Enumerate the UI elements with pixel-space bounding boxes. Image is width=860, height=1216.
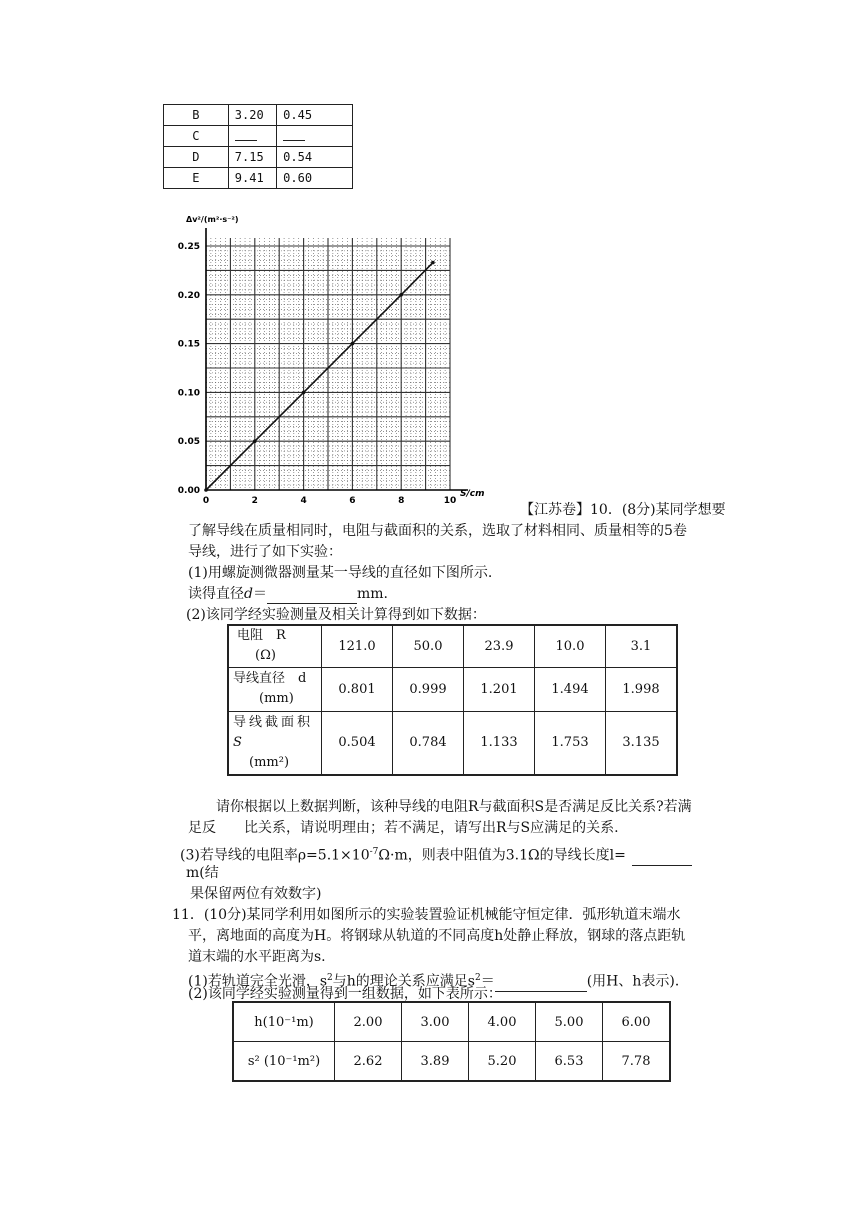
data-point (204, 488, 208, 492)
q11-line-3: 道末端的水平距离为s. (188, 949, 326, 965)
table-cell: 121.0 (322, 625, 393, 667)
q11-line-1: 11．(10分)某同学利用如图所示的实验装置验证机械能守恒定律．弧形轨道末端水 (172, 907, 681, 923)
velocity-distance-chart (170, 210, 500, 510)
table-cell: 0.801 (322, 667, 393, 711)
answer-blank (235, 128, 257, 141)
table-cell: 5.20 (469, 1042, 536, 1082)
table-cell: 1.998 (606, 667, 678, 711)
table-cell: 23.9 (464, 625, 535, 667)
q11-p1-text-d: (用H、h表示)． (586, 973, 689, 990)
q10-heading: 【江苏卷】10．(8分)某同学想要 (520, 502, 726, 518)
x-tick-label: 0 (202, 496, 210, 506)
q10-part-3-unit: m(结 (186, 865, 219, 881)
header-text: 电阻 R (237, 628, 286, 644)
data-point (399, 293, 403, 297)
table-cell: 0.504 (322, 711, 393, 775)
data-point (431, 261, 435, 265)
x-tick-label: 10 (443, 496, 457, 506)
row-header-s2: s² (10⁻¹m²) (233, 1042, 335, 1082)
data-point (253, 439, 257, 443)
height-distance-table (232, 1001, 671, 1082)
table-cell: 6.53 (536, 1042, 603, 1082)
table-cell: 50.0 (393, 625, 464, 667)
superscript-2: 2 (327, 973, 333, 983)
q10-part-1: (1)用螺旋测微器测量某一导线的直径如下图所示. (188, 565, 493, 581)
answer-blank (283, 128, 305, 141)
table-cell-blank (228, 126, 276, 147)
row-header-h: h(10⁻¹m) (233, 1002, 335, 1042)
exponent: -7 (369, 847, 379, 857)
x-tick-label: 2 (251, 496, 258, 506)
header-text: 导线截面积 (233, 714, 314, 730)
length-question: Ω·m，则表中阻值为3.1Ω的导线长度l= (378, 847, 626, 864)
header-unit: (mm²) (249, 754, 290, 770)
table-cell: 6.00 (603, 1002, 671, 1042)
row-header-resistance (228, 625, 322, 667)
table-cell: 0.784 (393, 711, 464, 775)
y-tick-label: 0.20 (177, 290, 200, 301)
table-cell: 3.135 (606, 711, 678, 775)
table-cell: 3.89 (402, 1042, 469, 1082)
var-d: d (244, 586, 253, 602)
table-cell: 0.999 (393, 667, 464, 711)
table-cell: B (164, 105, 229, 126)
table-cell: 10.0 (535, 625, 606, 667)
table-row (164, 168, 353, 189)
table-cell: 0.54 (277, 147, 353, 168)
row-header-area (228, 711, 322, 775)
table-row (164, 147, 353, 168)
data-point (351, 342, 355, 346)
q10-judge-line-1: 请你根据以上数据判断，该种导线的电阻R与截面积S是否满足反比关系?若满 (216, 799, 692, 815)
table-cell: 1.133 (464, 711, 535, 775)
row-header-diameter (228, 667, 322, 711)
table-row (228, 711, 677, 775)
y-tick-label: 0.05 (177, 437, 200, 448)
table-cell: C (164, 126, 229, 147)
table-cell: 7.78 (603, 1042, 671, 1082)
table-cell: 3.00 (402, 1002, 469, 1042)
table-cell: 0.60 (277, 168, 353, 189)
x-axis-label: S/cm (460, 489, 485, 499)
table-cell: 1.494 (535, 667, 606, 711)
q11-p1-text-a: (1)若轨道完全光滑，s (188, 973, 328, 990)
y-tick-label: 0.25 (177, 242, 200, 252)
q10-part-2: (2)该同学经实验测量及相关计算得到如下数据： (186, 607, 486, 623)
table-cell: 1.753 (535, 711, 606, 775)
header-unit: (mm) (259, 691, 294, 706)
table-row (233, 1042, 670, 1082)
data-table-top (163, 104, 353, 189)
y-tick-label: 0.00 (177, 486, 200, 496)
equals-sign: ＝ (480, 973, 495, 990)
q10-diameter-label: 读得直径 (188, 586, 244, 602)
y-axis-label: Δv²/(m²·s⁻²) (186, 215, 239, 224)
q10-judge-line-2: 足反 比关系，请说明理由；若不满足，请写出R与S应满足的关系. (188, 820, 619, 836)
header-text: 导线直径 d (233, 671, 307, 686)
relation-answer-blank (495, 975, 587, 992)
y-tick-label: 0.15 (177, 339, 200, 350)
y-tick-label: 0.10 (177, 388, 200, 399)
x-tick-label: 8 (398, 496, 405, 506)
resistivity-text: (3)若导线的电阻率ρ=5.1×10 (180, 847, 370, 864)
q10-part-1-answer (188, 584, 388, 604)
table-row (164, 126, 353, 147)
q11-line-2: 平，离地面的高度为H。将钢球从轨道的不同高度h处静止释放，钢球的落点距轨 (188, 928, 686, 944)
unit-mm: mm. (356, 586, 388, 602)
table-cell: 1.201 (464, 667, 535, 711)
table-cell: 2.00 (335, 1002, 402, 1042)
table-cell: E (164, 168, 229, 189)
equals-sign: ＝ (252, 586, 267, 602)
q10-line-1: 了解导线在质量相同时，电阻与截面积的关系，选取了材料相同、质量相等的5卷 (188, 523, 687, 539)
table-cell: 9.41 (228, 168, 276, 189)
table-cell: D (164, 147, 229, 168)
table-row (233, 1002, 670, 1042)
table-cell: 7.15 (228, 147, 276, 168)
header-var: S (233, 734, 242, 750)
table-cell: 0.45 (277, 105, 353, 126)
q10-part-3-note: 果保留两位有效数字) (190, 886, 322, 902)
table-row (164, 105, 353, 126)
table-cell: 3.20 (228, 105, 276, 126)
length-answer-blank (632, 849, 692, 866)
q10-part-3 (180, 842, 692, 866)
header-unit: (Ω) (255, 648, 276, 664)
q11-p1-text-b: 与h的理论关系应满足s (332, 973, 475, 990)
table-cell: 4.00 (469, 1002, 536, 1042)
table-cell: 5.00 (536, 1002, 603, 1042)
x-tick-label: 6 (349, 496, 356, 506)
x-tick-label: 4 (300, 496, 307, 506)
table-cell: 3.1 (606, 625, 678, 667)
data-point (302, 391, 306, 395)
table-row (228, 667, 677, 711)
q10-line-2: 导线，进行了如下实验： (188, 544, 342, 560)
superscript-2: 2 (474, 973, 481, 983)
resistance-data-table (227, 624, 678, 776)
q11-part-2: (2)该同学经实验测量得到一组数据，如下表所示： (188, 986, 502, 1002)
table-cell-blank (277, 126, 353, 147)
table-row (228, 625, 677, 667)
diameter-answer-blank (267, 587, 357, 604)
table-cell: 2.62 (335, 1042, 402, 1082)
